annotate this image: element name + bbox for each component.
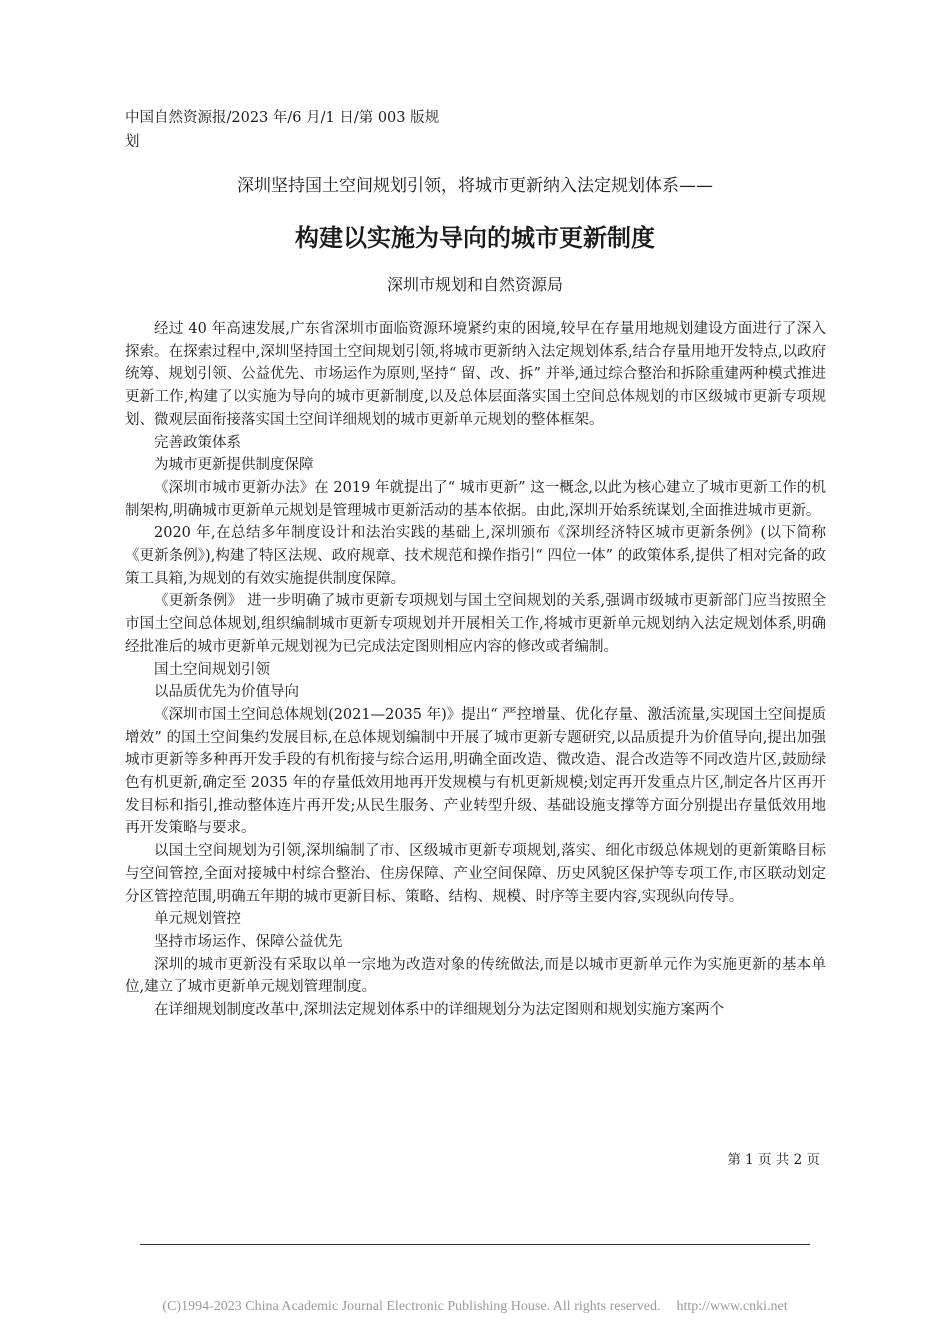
- section-heading: 单元规划管控: [154, 911, 241, 928]
- paragraph: 经过 40 年高速发展,广东省深圳市面临资源环境紧约束的困境,较早在存量用地规划建设方面进行了深入探索。在探索过程中,深圳坚持国土空间规划引领,将城市更新纳入法定规划体系,结合存量用地开发特点,以政府统筹、规划引领、公益优先、市场运作为原则,坚持“ 留、改、拆” 并举,通过综合整治和拆除重建两种模式推进更新工作,构建了以实施为导向的城市更新制度,以及总体层面落实国土空间总体规划的市区级城市更新专项规划、微观层面衔接落实国土空间详细规划的城市更新单元规划的整体框架。: [125, 321, 826, 428]
- paragraph: 深圳的城市更新没有采取以单一宗地为改造对象的传统做法,而是以城市更新单元作为实施更新的基本单位,建立了城市更新单元规划管理制度。: [125, 956, 826, 996]
- paragraph: 在详细规划制度改革中,深圳法定规划体系中的详细规划分为法定图则和规划实施方案两个: [154, 1002, 725, 1019]
- copyright-line: [0, 1297, 950, 1317]
- section-heading: 国土空间规划引领: [154, 661, 270, 678]
- paragraph: 《深圳市国土空间总体规划(2021—2035 年)》提出“ 严控增量、优化存量、激活流量,实现国土空间提质增效” 的国土空间集约发展目标,在总体规划编制中开展了城市更新专题研究,以品质提升为价值导向,提出加强城市更新等多种再开发手段的有机衔接与综合运用,明确全面改造、微改造、混合改造等不同改造片区,鼓励绿色有机更新,确定至 2035 年的存量低效用地再开发规模与有机更新规模;划定再开发重点片区,制定各片区再开发目标和指引,推动整体连片再开发;从民生服务、产业转型升级、基础设施支撑等方面分别提出存量低效用地再开发策略与要求。: [125, 706, 826, 837]
- cnki-link[interactable]: http://www.cnki.net: [676, 1299, 788, 1314]
- article-subtitle: 深圳坚持国土空间规划引领，将城市更新纳入法定规划体系——: [237, 176, 713, 196]
- source-line: 中国自然资源报/2023 年/6 月/1 日/第 003 版规划: [125, 110, 440, 150]
- section-heading: 完善政策体系: [154, 434, 241, 451]
- section-subheading: 坚持市场运作、保障公益优先: [154, 933, 343, 950]
- paragraph: 2020 年,在总结多年制度设计和法治实践的基础上,深圳颁布《深圳经济特区城市更新条例》(以下简称《更新条例》),构建了特区法规、政府规章、技术规范和操作指引“ 四位一体” 的政策体系,提供了相对完备的政策工具箱,为规划的有效实施提供制度保障。: [125, 525, 826, 587]
- article-author: 深圳市规划和自然资源局: [386, 275, 563, 294]
- page-number: 第 1 页 共 2 页: [727, 1152, 820, 1168]
- article-title: 构建以实施为导向的城市更新制度: [295, 224, 655, 252]
- footer-divider: [140, 1244, 810, 1245]
- paragraph: 《更新条例》 进一步明确了城市更新专项规划与国土空间规划的关系,强调市级城市更新部门应当按照全市国土空间总体规划,组织编制城市更新专项规划并开展相关工作,将城市更新单元规划纳入法定规划体系,明确经批准后的城市更新单元规划视为已完成法定图则相应内容的修改或者编制。: [125, 593, 826, 655]
- section-subheading: 为城市更新提供制度保障: [154, 457, 314, 474]
- article-body: [125, 318, 826, 1022]
- section-subheading: 以品质优先为价值导向: [154, 684, 299, 701]
- copyright-text: (C)1994-2023 China Academic Journal Electronic Publishing House. All rights reserved.: [162, 1299, 661, 1314]
- paragraph: 以国土空间规划为引领,深圳编制了市、区级城市更新专项规划,落实、细化市级总体规划的更新策略目标与空间管控,全面对接城中村综合整治、住房保障、产业空间保障、历史风貌区保护等专项工作,市区联动划定分区管控范围,明确五年期的城市更新目标、策略、结构、规模、时序等主要内容,实现纵向传导。: [125, 843, 826, 905]
- paragraph: 《深圳市城市更新办法》在 2019 年就提出了“ 城市更新” 这一概念,以此为核心建立了城市更新工作的机制架构,明确城市更新单元规划是管理城市更新活动的基本依据。由此,深圳开始系统谋划,全面推进城市更新。: [125, 479, 826, 519]
